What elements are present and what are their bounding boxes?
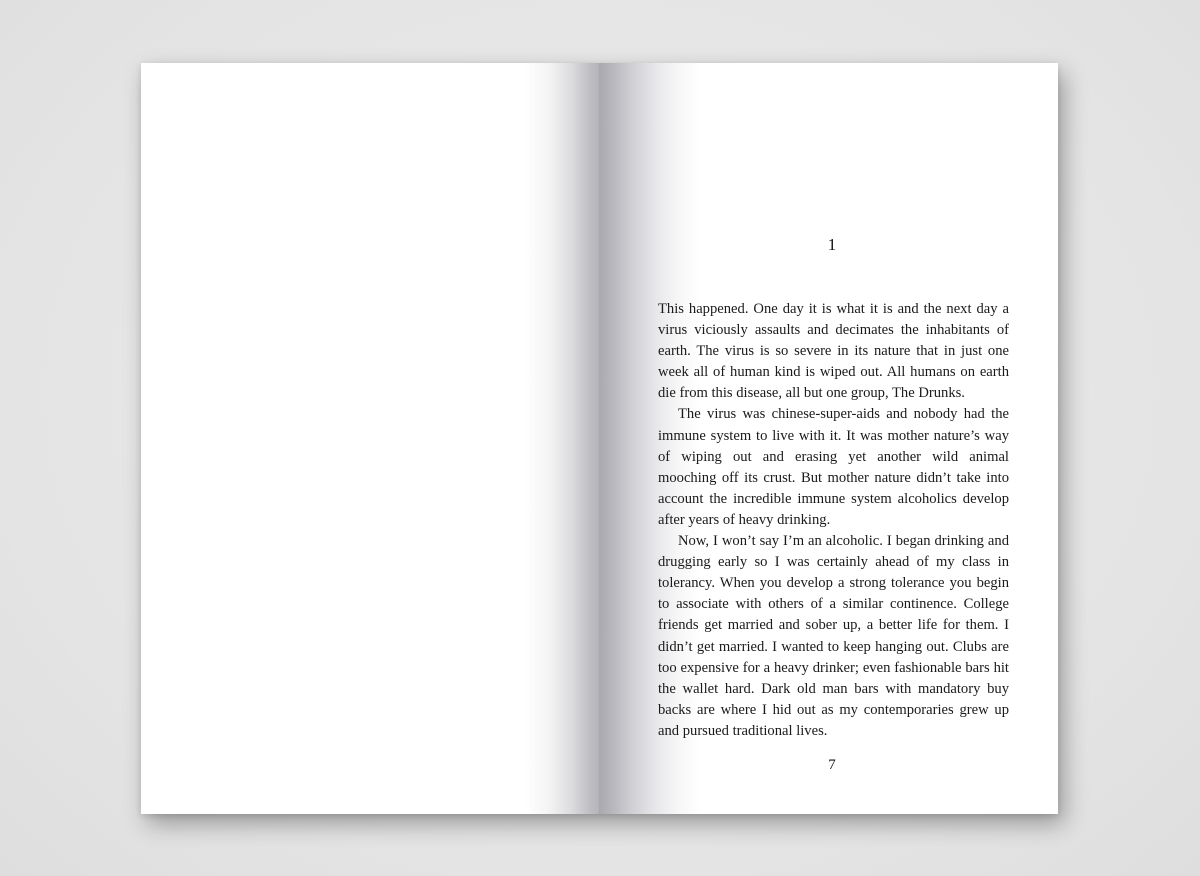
paragraph-3: Now, I won’t say I’m an alcoholic. I began drinking and drugging early so I was certainly ahead of my class in tolerancy. When you develop a strong tolerance you begin to associate with others of a similar continence. College friends get married and sober up, a better life for them. I didn’t get married. I wanted to keep hanging out. Clubs are too expensive for a heavy drinker; even fashionable bars hit the wallet hard. Dark old man bars with mandatory buy backs are where I hid out as my contemporaries grew up and pursued traditional lives.: [658, 533, 1009, 739]
open-book-spread: [141, 63, 1058, 814]
left-page: [141, 63, 599, 814]
page-number: 7: [828, 757, 836, 773]
chapter-number: 1: [827, 235, 837, 254]
paragraph-2: The virus was chinese-super-aids and nobody had the immune system to live with it. It was mother nature’s way of wiping out and erasing yet another wild animal mooching off its crust. But mother nature didn’t take into account the incredible immune system alcoholics develop after years of heavy drinking.: [658, 406, 1009, 528]
right-page: [599, 63, 1058, 814]
body-text: [658, 299, 1009, 742]
paragraph-1: This happened. One day it is what it is and the next day a virus viciously assaults and decimates the inhabitants of earth. The virus is so severe in its nature that in just one week all of human kind is wiped out. All humans on earth die from this disease, all but one group, The Drunks.: [658, 301, 1009, 402]
